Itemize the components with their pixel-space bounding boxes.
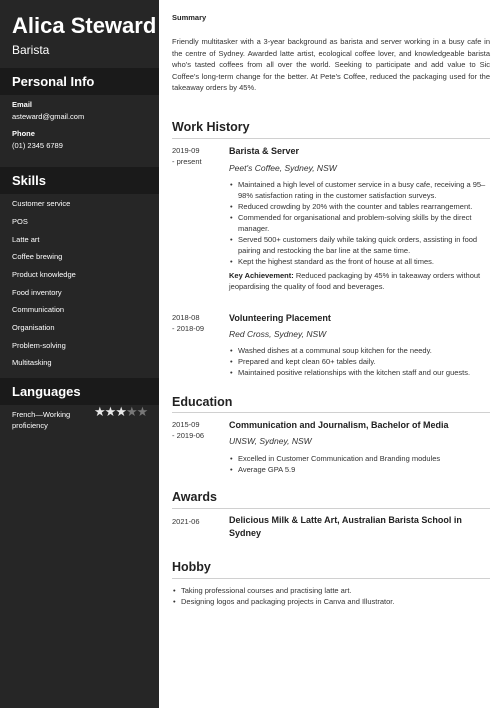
language-item: French—Working proficiency bbox=[12, 410, 71, 430]
section-divider bbox=[172, 412, 490, 413]
personal-info-heading: Personal Info bbox=[12, 74, 95, 89]
list-item: • Taking professional courses and practising latte art. bbox=[172, 585, 490, 596]
education-bullets bbox=[229, 453, 491, 475]
star-filled-icon: ★ bbox=[115, 404, 126, 419]
key-achievement bbox=[229, 270, 491, 292]
skill-item: Latte art bbox=[12, 235, 40, 244]
job-date bbox=[172, 145, 224, 167]
summary-heading: Summary bbox=[172, 13, 207, 22]
list-item: • Maintained positive relationships with the kitchen staff and our guests. bbox=[229, 367, 491, 378]
list-item: • Served 500+ customers daily while taking quick orders, assisting in food pairing and restocking the bar line at the same time. bbox=[229, 234, 491, 256]
degree-title: Communication and Journalism, Bachelor of Media bbox=[229, 420, 449, 430]
section-divider bbox=[172, 578, 490, 579]
hobby-heading: Hobby bbox=[172, 560, 211, 574]
education-date-end: - 2019-06 bbox=[172, 431, 205, 440]
job-bullets bbox=[229, 345, 491, 378]
hobby-list bbox=[172, 585, 490, 607]
school-name: UNSW, Sydney, NSW bbox=[229, 436, 312, 446]
job-date bbox=[172, 312, 224, 334]
list-item: • Excelled in Customer Communication and Branding modules bbox=[229, 453, 491, 464]
education-date-start: 2015-09 bbox=[172, 420, 200, 429]
job-date-end: - 2018-09 bbox=[172, 324, 205, 333]
work-history-heading: Work History bbox=[172, 120, 250, 134]
skill-item: Communication bbox=[12, 305, 65, 314]
job-title: Volunteering Placement bbox=[229, 313, 331, 323]
skill-item: Food inventory bbox=[12, 288, 62, 297]
list-item: • Average GPA 5.9 bbox=[229, 464, 491, 475]
list-item: • Washed dishes at a communal soup kitchen for the needy. bbox=[229, 345, 491, 356]
education-heading: Education bbox=[172, 395, 233, 409]
key-achievement-label: Key Achievement: bbox=[229, 271, 294, 280]
list-item: • Prepared and kept clean 60+ tables daily. bbox=[229, 356, 491, 367]
email-label: Email bbox=[12, 100, 33, 109]
language-rating-stars bbox=[94, 405, 147, 419]
star-empty-icon: ★ bbox=[125, 404, 137, 419]
candidate-name: Alica Steward bbox=[12, 13, 157, 38]
star-filled-icon: ★ bbox=[94, 404, 105, 419]
education-date bbox=[172, 419, 224, 441]
job-date-end: - present bbox=[172, 157, 202, 166]
skill-item: Problem-solving bbox=[12, 341, 66, 350]
phone-label: Phone bbox=[12, 129, 35, 138]
skill-item: Customer service bbox=[12, 199, 71, 208]
job-employer: Red Cross, Sydney, NSW bbox=[229, 329, 327, 339]
list-item: • Reduced crowding by 20% with the counter and tables rearrangement. bbox=[229, 201, 491, 212]
section-divider bbox=[172, 508, 490, 509]
award-title: Delicious Milk & Latte Art, Australian Barista School in Sydney bbox=[229, 515, 462, 538]
sidebar bbox=[0, 0, 159, 708]
list-item: • Designing logos and packaging projects in Canva and Illustrator. bbox=[172, 596, 490, 607]
list-item: • Commended for organisational and problem-solving skills by the direct manager. bbox=[229, 212, 491, 234]
skill-item: POS bbox=[12, 217, 28, 226]
languages-heading: Languages bbox=[12, 384, 81, 399]
phone-value[interactable]: (01) 2345 6789 bbox=[12, 141, 63, 150]
section-divider bbox=[172, 138, 490, 139]
awards-heading: Awards bbox=[172, 490, 217, 504]
list-item: • Maintained a high level of customer service in a busy cafe, receiving a 95–98% satisfaction rating in the customer satisfaction surveys. bbox=[229, 179, 491, 201]
skill-item: Organisation bbox=[12, 323, 55, 332]
star-filled-icon: ★ bbox=[104, 404, 116, 419]
summary-text: Friendly multitasker with a 3-year background as barista and server working in a busy cafe in the centre of Sydney. Awarded latte artist, ecological coffee lover, and knowledgeable barista who's tasted coffees from all over the world. Seeking to participate and add value to Sic Coffee's long-term change for the better. At Pete's Coffee, reduced the packaging used for the takeaway orders by 45%. bbox=[172, 37, 490, 92]
skill-item: Coffee brewing bbox=[12, 252, 63, 261]
list-item: • Kept the highest standard as the front of house at all times. bbox=[229, 256, 491, 267]
star-empty-icon: ★ bbox=[136, 404, 148, 419]
skill-item: Multitasking bbox=[12, 358, 52, 367]
job-title: Barista & Server bbox=[229, 146, 300, 156]
job-date-start: 2018-08 bbox=[172, 313, 200, 322]
main-content bbox=[159, 0, 500, 708]
job-date-start: 2019-09 bbox=[172, 146, 200, 155]
job-employer: Peet's Coffee, Sydney, NSW bbox=[229, 163, 337, 173]
award-date: 2021-06 bbox=[172, 517, 200, 526]
skills-heading: Skills bbox=[12, 173, 46, 188]
email-value[interactable]: asteward@gmail.com bbox=[12, 112, 85, 121]
job-bullets bbox=[229, 179, 491, 267]
key-achievement-text: Reduced packaging by 45% in takeaway orders without jeopardising the quality of food and beverages. bbox=[229, 271, 481, 291]
candidate-role: Barista bbox=[12, 43, 50, 57]
skill-item: Product knowledge bbox=[12, 270, 76, 279]
